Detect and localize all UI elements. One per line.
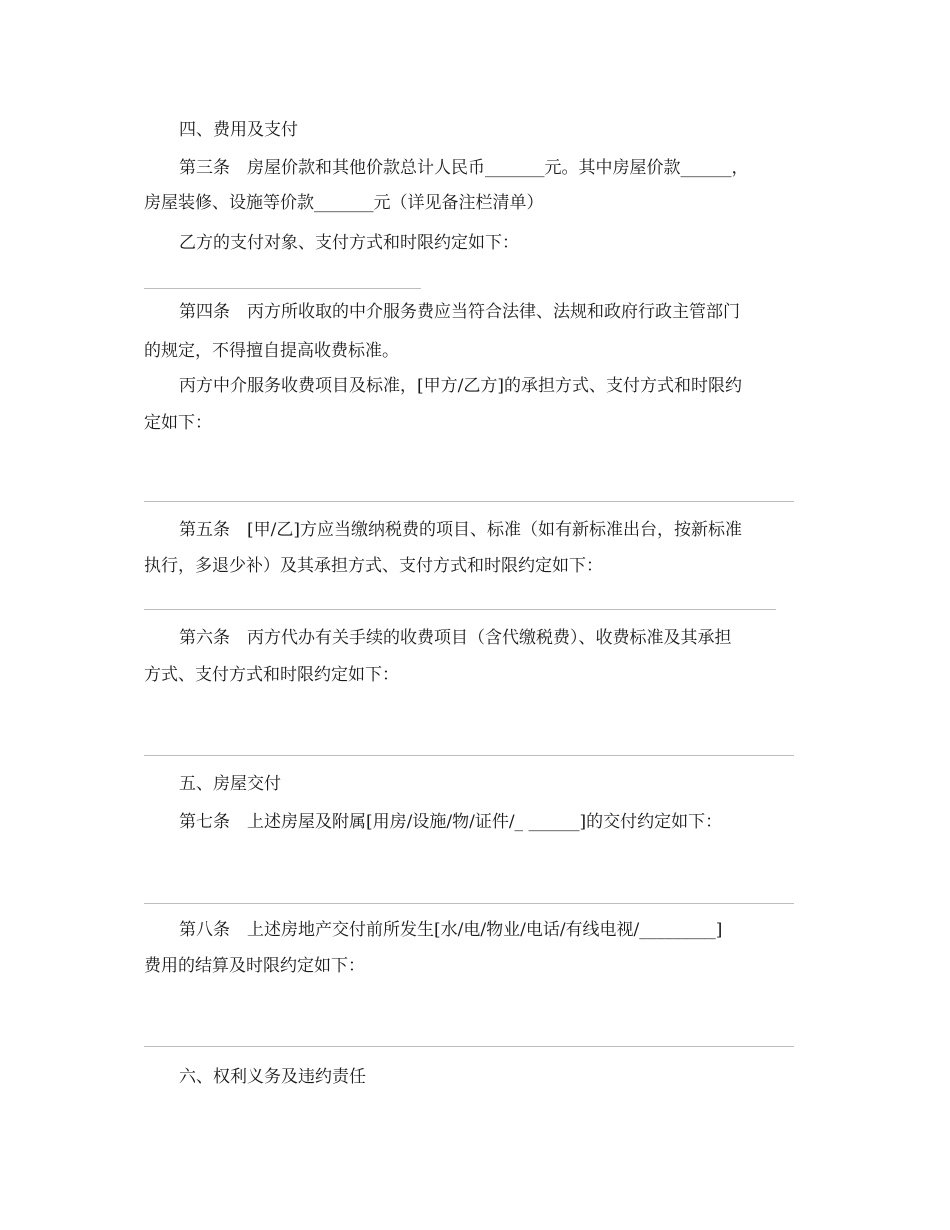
blank-fill-line [144,1046,794,1047]
blank-fill-line [144,903,794,904]
article-four-line-1: 第四条 丙方所收取的中介服务费应当符合法律、法规和政府行政主管部门 [179,302,740,322]
article-five-line-1: 第五条 [甲/乙]方应当缴纳税费的项目、标准（如有新标准出台，按新标准 [179,520,742,540]
article-eight-line-1: 第八条 上述房地产交付前所发生[水/电/物业/电话/有线电视/_________] [179,920,723,940]
article-five-line-2: 执行，多退少补）及其承担方式、支付方式和时限约定如下： [144,556,603,576]
section-five-heading: 五、房屋交付 [179,774,281,794]
article-six-line-2: 方式、支付方式和时限约定如下： [144,665,399,685]
article-eight-line-2: 费用的结算及时限约定如下： [144,956,365,976]
blank-fill-line [144,609,776,610]
blank-fill-line [144,755,794,756]
article-four-line-3: 丙方中介服务收费项目及标准，[甲方/乙方]的承担方式、支付方式和时限约 [179,376,742,396]
section-six-heading: 六、权利义务及违约责任 [179,1067,366,1087]
article-three-line-3: 乙方的支付对象、支付方式和时限约定如下： [179,233,519,253]
blank-fill-line [144,288,421,289]
blank-fill-line [144,501,794,502]
article-six-line-1: 第六条 丙方代办有关手续的收费项目（含代缴税费）、收费标准及其承担 [179,628,732,648]
article-seven-line-1: 第七条 上述房屋及附属[用房/设施/物/证件/_ ______]的交付约定如下： [179,812,723,832]
article-four-line-2: 的规定，不得擅自提高收费标准。 [144,341,399,361]
article-three-line-1: 第三条 房屋价款和其他价款总计人民币_______元。其中房屋价款______， [179,158,749,178]
section-four-heading: 四、费用及支付 [179,120,298,140]
article-three-line-2: 房屋装修、设施等价款_______元（详见备注栏清单） [144,193,544,213]
article-four-line-4: 定如下： [144,413,212,433]
